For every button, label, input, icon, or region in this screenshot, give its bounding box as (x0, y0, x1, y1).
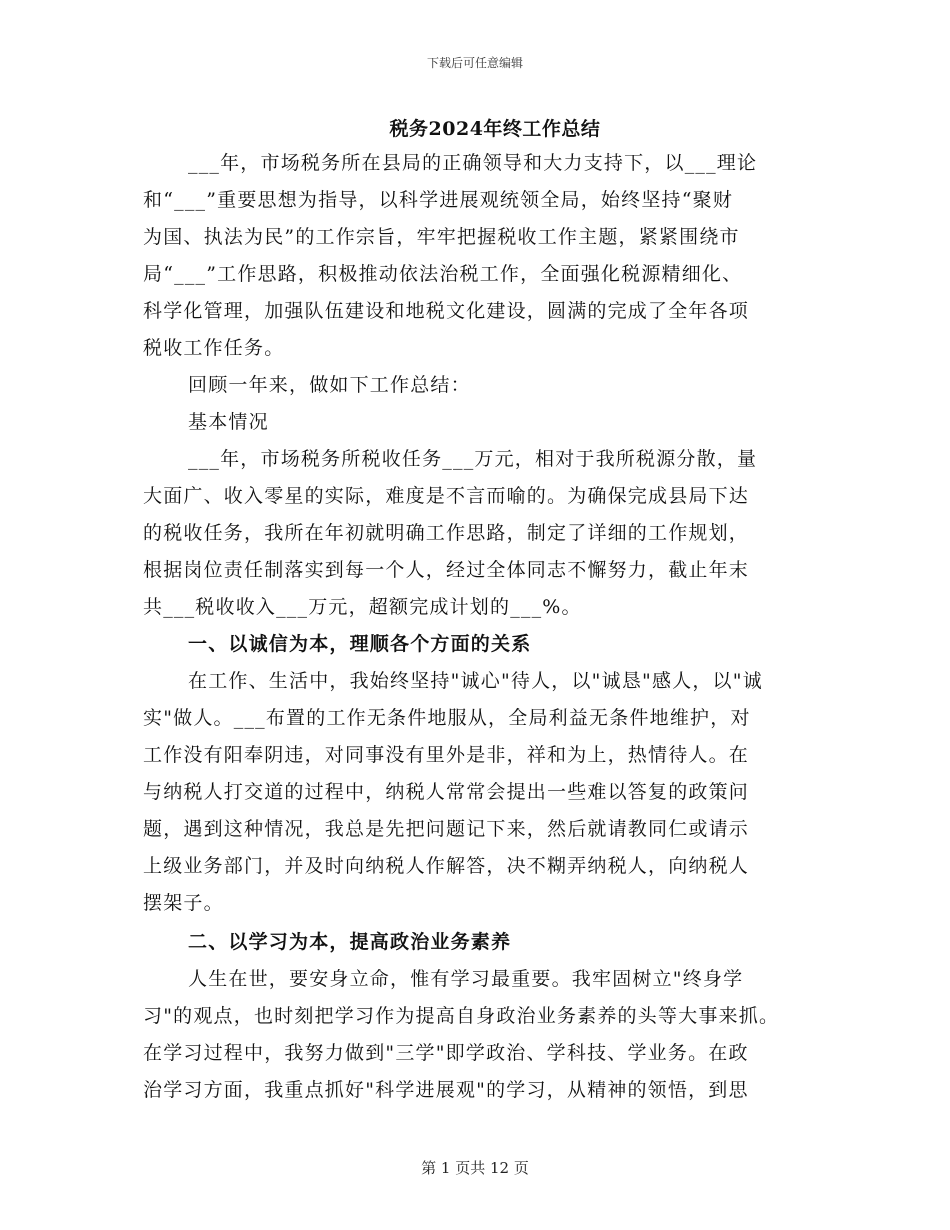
document-title: 税务2024年终工作总结 (389, 118, 601, 140)
body-line: ___年，市场税务所在县局的正确领导和大力支持下，以___理论 (188, 152, 758, 174)
body-line: 习"的观点，也时刻把学习作为提高自身政治业务素养的头等大事来抓。 (143, 1005, 780, 1027)
body-line: 摆架子。 (143, 892, 224, 914)
body-line: 工作没有阳奉阴违，对同事没有里外是非，祥和为上，热情待人。在 (143, 744, 750, 766)
body-line: 回顾一年来，做如下工作总结： (188, 374, 471, 396)
section-heading: 二、以学习为本，提高政治业务素养 (188, 931, 512, 953)
body-line: 共___税收收入___万元，超额完成计划的___%。 (143, 596, 582, 618)
body-line: 实"做人。___布置的工作无条件地服从，全局利益无条件地维护，对 (143, 707, 751, 729)
body-line: 局“___”工作思路，积极推动依法治税工作，全面强化税源精细化、 (143, 263, 743, 285)
body-line: 与纳税人打交道的过程中，纳税人常常会提出一些难以答复的政策问 (143, 781, 750, 803)
body-line: 在工作、生活中，我始终坚持"诚心"待人，以"诚恳"感人，以"诚 (188, 670, 763, 692)
body-line: 税收工作任务。 (143, 337, 285, 359)
body-line: 上级业务部门，并及时向纳税人作解答，决不糊弄纳税人，向纳税人 (143, 855, 750, 877)
body-line: 的税收任务，我所在年初就明确工作思路，制定了详细的工作规划， (143, 522, 750, 544)
header-note: 下载后可任意编辑 (426, 56, 523, 70)
body-line: 和“___”重要思想为指导，以科学进展观统领全局，始终坚持“聚财 (143, 189, 734, 211)
body-line: 题，遇到这种情况，我总是先把问题记下来，然后就请教同仁或请示 (143, 818, 750, 840)
body-line: ___年，市场税务所税收任务___万元，相对于我所税源分散，量 (188, 448, 758, 470)
section-heading: 一、以诚信为本，理顺各个方面的关系 (188, 633, 532, 655)
body-line: 为国、执法为民”的工作宗旨，牢牢把握税收工作主题，紧紧围绕市 (143, 226, 740, 248)
page-footer: 第 1 页共 12 页 (421, 1159, 529, 1177)
body-line: 治学习方面，我重点抓好"科学进展观"的学习，从精神的领悟，到思 (143, 1079, 749, 1101)
body-line: 科学化管理，加强队伍建设和地税文化建设，圆满的完成了全年各项 (143, 300, 750, 322)
body-line: 大面广、收入零星的实际，难度是不言而喻的。为确保完成县局下达 (143, 485, 750, 507)
body-line: 在学习过程中，我努力做到"三学"即学政治、学科技、学业务。在政 (143, 1042, 749, 1064)
section-label: 基本情况 (188, 411, 269, 433)
body-line: 根据岗位责任制落实到每一个人，经过全体同志不懈努力，截止年末 (143, 559, 750, 581)
body-line: 人生在世，要安身立命，惟有学习最重要。我牢固树立"终身学 (188, 968, 744, 990)
